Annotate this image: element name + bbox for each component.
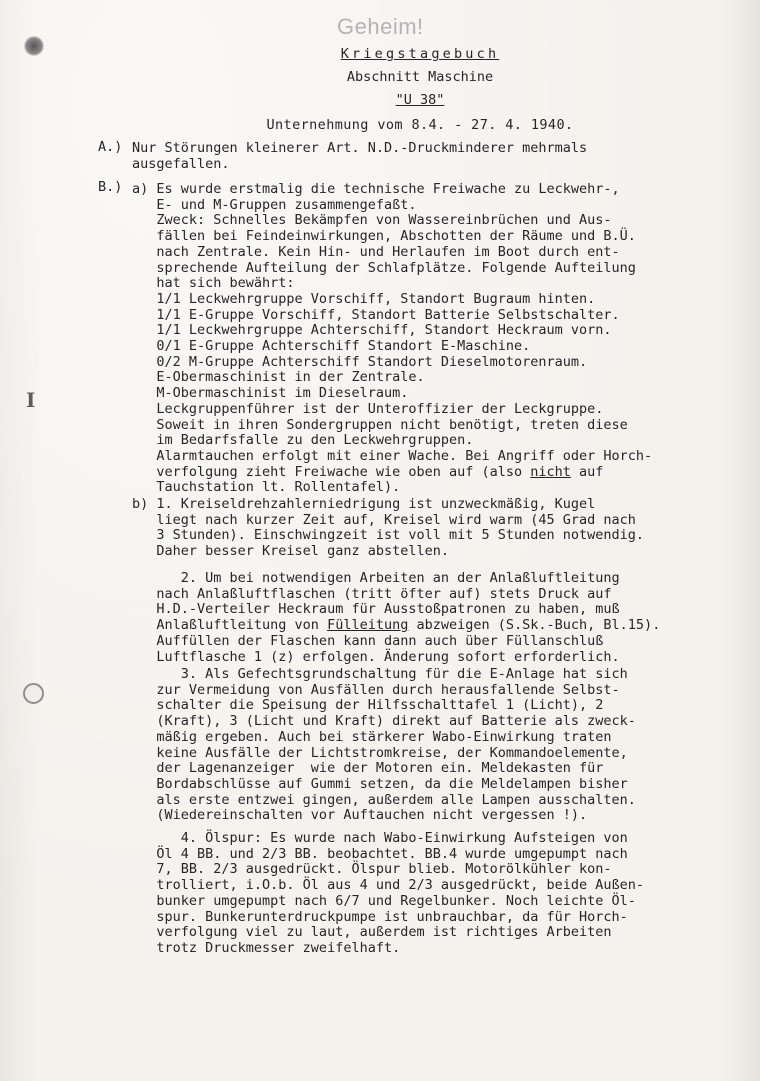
operation-dates: Unternehmung vom 8.4. - 27. 4. 1940. bbox=[266, 117, 574, 133]
boat-designation: "U 38" bbox=[395, 92, 445, 108]
section-a-text: Nur Störungen kleinerer Art. N.D.-Druckminderer mehrmals ausgefallen. bbox=[132, 140, 588, 172]
section-a-label: A.) bbox=[98, 139, 123, 155]
section-b-b2-underlined: Fülleitung bbox=[327, 617, 409, 634]
punch-hole-top bbox=[24, 36, 44, 56]
punch-hole-bottom bbox=[23, 683, 44, 704]
section-b-b2-text: 2. Um bei notwendigen Arbeiten an der Anlaßluftleitung nach Anlaßluftflaschen (tritt öfter auf) stets Druck auf H.D.-Verteiler Heckraum für Ausstoßpatronen zu haben, muß Anlaßluftleitung von bbox=[156, 570, 620, 634]
secret-stamp: Geheim! bbox=[337, 14, 424, 39]
section-b-a-text: a) Es wurde erstmalig die technische Freiwache zu Leckwehr-, E- und M-Gruppen zusammengefaßt. Zweck: Schnelles Bekämpfen von Wassereinbrüchen und Aus- fällen bei Feindeinwirkungen, Abschotten der Räume und B.Ü. nach Zentrale. Kein Hin- und Herlaufen im Boot durch ent- sprechende Aufteilung der Schlafplätze. Folgende Aufteilung hat sich bewährt: 1/1 Leckwehrgruppe Vorschiff, Standort Bugraum hinten. 1/1 E-Gruppe Vorschiff, Standort Batterie Selbstschalter. 1/1 Leckwehrgruppe Achterschiff, Standort Heckraum vorn. 0/1 E-Gruppe Achterschiff Standort E-Maschine. 0/2 M-Gruppe Achterschiff Standort Dieselmotorenraum. E-Obermaschinist in der Zentrale. M-Obermaschinist im Dieselraum. Leckgruppenführer ist der Unteroffizier der Leckgruppe. Soweit in ihren Sondergruppen nicht benötigt, treten diese im Bedarfsfalle zu den Leckwehrgruppen. Alarmtauchen erfolgt mit einer Wache. Bei Angriff oder Horch- verfolgung zieht Freiwache wie oben auf (also bbox=[132, 181, 653, 480]
section-b-b2-paragraph bbox=[132, 571, 660, 665]
section-b-b1-paragraph: b) 1. Kreiseldrehzahlerniedrigung ist unzweckmäßig, Kugel liegt nach kurzer Zeit auf, Kreisel wird warm (45 Grad nach 3 Stunden). Einschwingzeit ist voll mit 5 Stunden notwendig. Daher besser Kreisel ganz abstellen. bbox=[132, 496, 645, 560]
section-heading: Abschnitt Maschine bbox=[346, 69, 494, 85]
section-b-b2-text-end: abzweigen (S.Sk.-Buch, Bl.15). Auffüllen der Flaschen kann dann auch über Füllanschluß Luftflasche 1 (z) erfolgen. Änderung sofort erforderlich. bbox=[156, 617, 661, 665]
section-b-b4-paragraph: 4. Ölspur: Es wurde nach Wabo-Einwirkung Aufsteigen von Öl 4 BB. und 2/3 BB. beobachtet. BB.4 wurde umgepumpt nach 7, BB. 2/3 ausgedrückt. Ölspur blieb. Motorölkühler kon- trolliert, i.O.b. Öl aus 4 und 2/3 ausgedrückt, beide Außen- bunker umgepumpt nach 6/7 und Regelbunker. Noch leichte Öl- spur. Bunkerunterdruckpumpe ist unbrauchbar, da für Horch- verfolgung viel zu laut, außerdem ist richtiges Arbeiten trotz Druckmesser zweifelhaft. bbox=[156, 830, 645, 956]
section-b-b3-paragraph: 3. Als Gefechtsgrundschaltung für die E-Anlage hat sich zur Vermeidung von Ausfällen durch herausfallende Selbst- schalter die Speisung der Hilfsschalttafel 1 (Licht), 2 (Kraft), 3 (Licht und Kraft) direkt auf Batterie als zweck- mäßig ergeben. Auch bei stärkerer Wabo-Einwirkung traten keine Ausfälle der Lichtstromkreise, der Kommandoelemente, der Lagenanzeiger wie der Motoren ein. Meldekasten für Bordabschlüsse auf Gummi setzen, da die Meldelampen bisher als erste entzwei gingen, außerdem alle Lampen ausschalten. (Wiedereinschalten vor Auftauchen nicht vergessen !). bbox=[156, 666, 636, 824]
section-b-a-underlined: nicht bbox=[530, 463, 571, 480]
section-b-a-text-end: auf Tauchstation lt. Rollentafel). bbox=[156, 463, 604, 496]
section-b-a-paragraph bbox=[132, 182, 652, 496]
margin-mark-roman-one: I bbox=[26, 388, 36, 412]
document-title: Kriegstagebuch bbox=[340, 46, 500, 62]
section-b-label: B.) bbox=[98, 179, 123, 195]
